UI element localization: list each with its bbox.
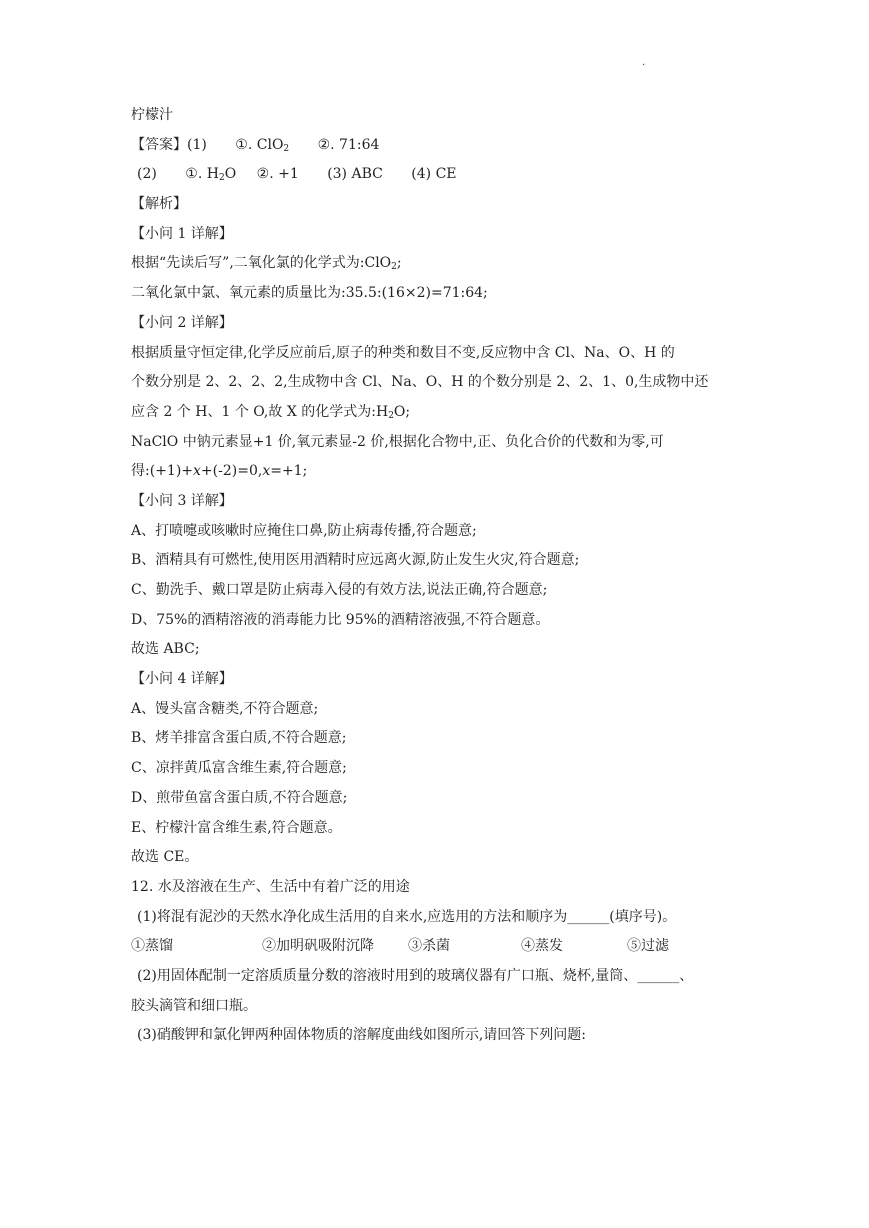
problem-12-q1: (1)将混有泥沙的天然水净化成生活用的自来水,应选用的方法和顺序为______(填序号)。 — [137, 908, 677, 925]
q4-option-b: B、烤羊排富含蛋白质,不符合题意; — [131, 730, 347, 747]
q2-line-2: 个数分别是 2、2、2、2,生成物中含 Cl、Na、O、H 的个数分别是 2、2、1、0,生成物中还 — [131, 374, 709, 391]
answer-part-2: (2) — [137, 166, 157, 183]
answer-part-1: (1) — [187, 136, 207, 153]
q2-line-3: 应含 2 个 H、1 个 O,故 X 的化学式为$:H_2O$; — [131, 403, 411, 421]
q4-option-a: A、馒头富含糖类,不符合题意; — [131, 700, 319, 717]
q3-option-d: D、75%的酒精溶液的消毒能力比 95%的酒精溶液强,不符合题意。 — [131, 611, 550, 628]
q3-label: 【小问 3 详解】 — [131, 492, 233, 509]
q4-option-d: D、煎带鱼富含蛋白质,不符合题意; — [131, 789, 348, 806]
text-line: 柠檬汁 — [131, 107, 173, 123]
option-4: ④蒸发 — [521, 938, 563, 955]
q1-line-2: 二氧化氯中氯、氧元素的质量比为:35.5:(16×2)=71:64; — [131, 285, 488, 302]
q2-line-5: 得:(+1)+x+(-2)=0,x=+1; — [131, 463, 308, 480]
q2-line-4: NaClO 中钠元素显+1 价,氧元素显-2 价,根据化合物中,正、负化合价的代数和为零,可 — [131, 433, 664, 450]
option-2: ②加明矾吸附沉降 — [262, 938, 374, 955]
option-1: ①蒸馏 — [131, 938, 173, 955]
option-5: ⑤过滤 — [627, 938, 669, 955]
q1-label: 【小问 1 详解】 — [131, 225, 233, 242]
problem-12-title: 12. 水及溶液在生产、生活中有着广泛的用途 — [131, 878, 410, 895]
header-dot: . — [642, 57, 646, 68]
q3-choice: 故选 ABC; — [131, 641, 200, 658]
analysis-label: 【解析】 — [131, 196, 187, 213]
q1-line-1: 根据“先读后写”,二氧化氯的化学式为:ClO$_2$; — [131, 255, 402, 273]
q3-option-c: C、勤洗手、戴口罩是防止病毒入侵的有效方法,说法正确,符合题意; — [131, 582, 548, 598]
problem-12-q2-line-1: (2)用固体配制一定溶质质量分数的溶液时用到的玻璃仪器有广口瓶、烧杯,量筒、______、 — [137, 967, 694, 984]
answer-part-4: (4) CE — [411, 166, 457, 183]
answer-line-2 — [131, 160, 771, 190]
option-3: ③杀菌 — [408, 938, 450, 955]
problem-12-options — [131, 932, 771, 962]
answer-label: 【答案】 — [131, 136, 187, 153]
answer-part-1-b: ②. 71:64 — [317, 136, 380, 153]
answer-part-3: (3) ABC — [327, 166, 383, 183]
q4-label: 【小问 4 详解】 — [131, 671, 233, 688]
q4-option-e: E、柠檬汁富含维生素,符合题意。 — [131, 819, 342, 836]
problem-12-q3: (3)硝酸钾和氯化钾两种固体物质的溶解度曲线如图所示,请回答下列问题: — [137, 1027, 586, 1044]
answer-line-1 — [131, 131, 771, 161]
q3-option-a: A、打喷嚏或咳嗽时应掩住口鼻,防止病毒传播,符合题意; — [131, 522, 477, 539]
q3-option-b: B、酒精具有可燃性,使用医用酒精时应远离火源,防止发生火灾,符合题意; — [131, 552, 580, 569]
q4-option-c: C、凉拌黄瓜富含维生素,符合题意; — [131, 760, 347, 777]
answer-part-2-a: ①. $H_2O$ — [185, 166, 237, 184]
answer-part-2-b: ②. +1 — [256, 166, 299, 183]
q2-label: 【小问 2 详解】 — [131, 314, 233, 331]
problem-12-q2-line-2: 胶头滴管和细口瓶。 — [131, 997, 257, 1014]
document-body — [131, 101, 771, 1051]
q4-choice: 故选 CE。 — [131, 849, 199, 866]
answer-part-1-a: ①. ClO$_2$ — [235, 136, 290, 154]
q2-line-1: 根据质量守恒定律,化学反应前后,原子的种类和数目不变,反应物中含 Cl、Na、O、H 的 — [131, 344, 675, 361]
